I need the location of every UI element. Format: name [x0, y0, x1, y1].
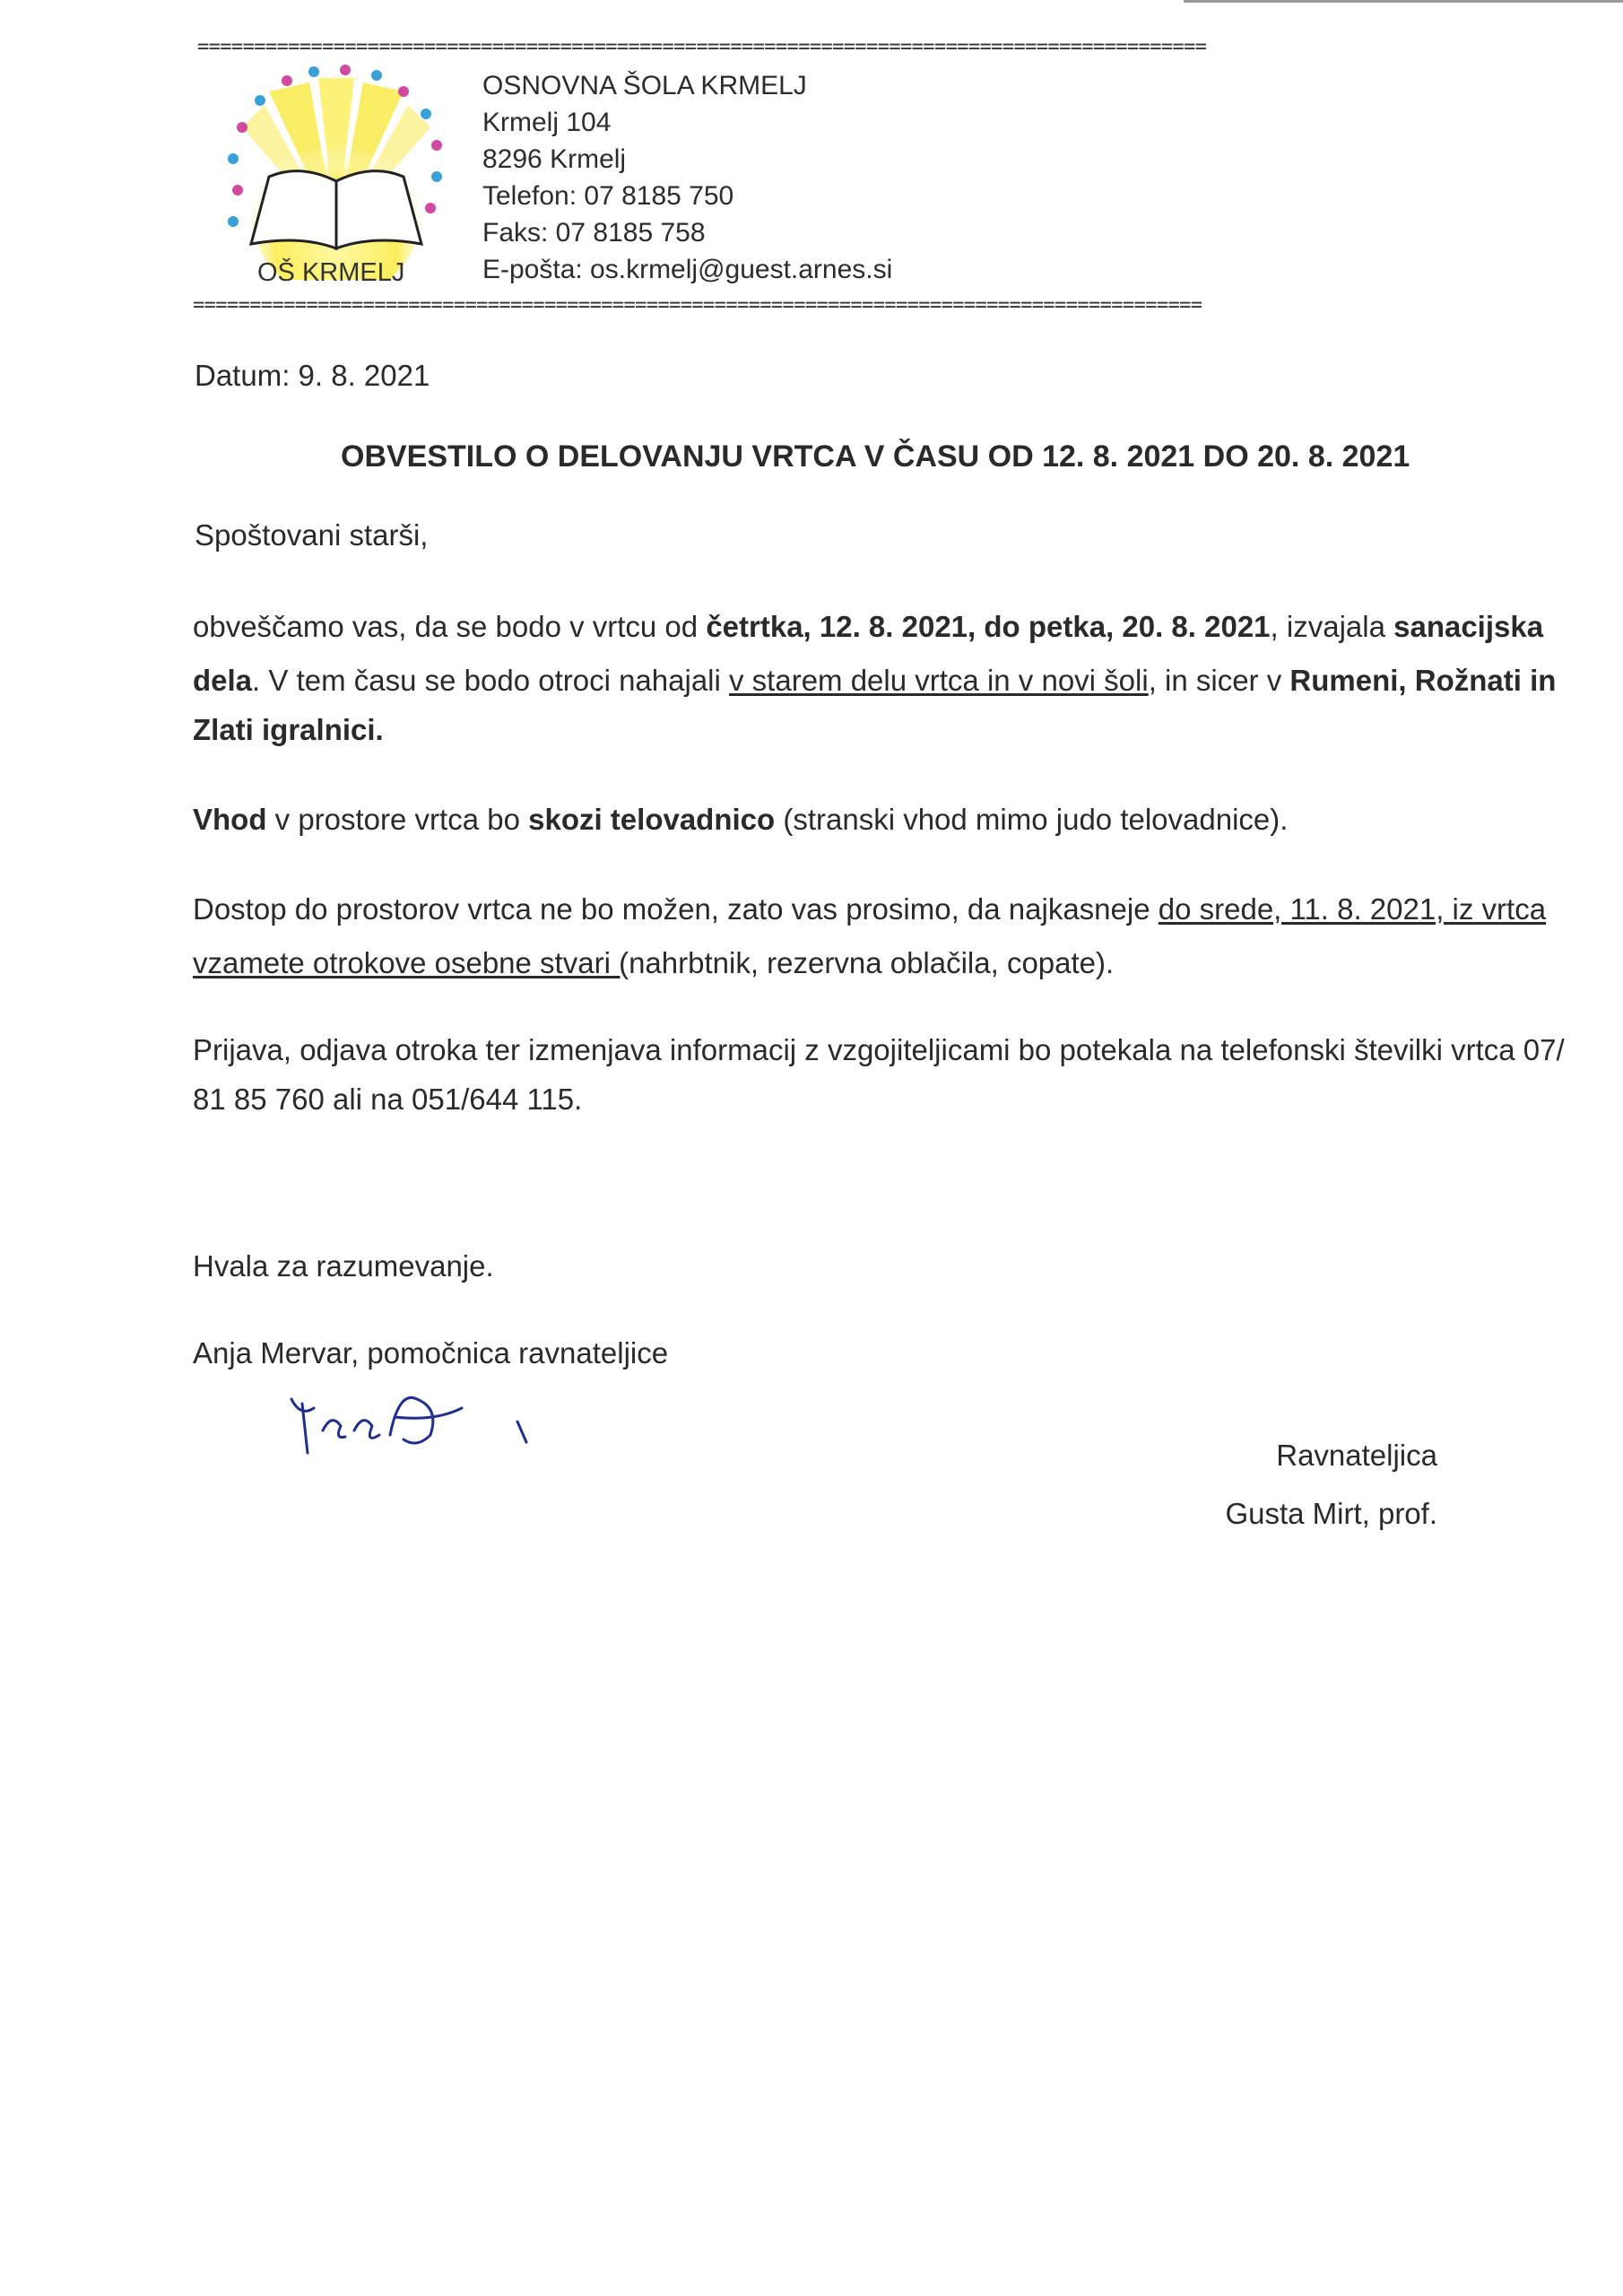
paragraph-4-line-1: Prijava, odjava otroka ter izmenjava informacij z vzgojiteljicami bo potekala na telefonski številki vrtca 07/ — [193, 1033, 1565, 1066]
header-rule-bottom: ========================================================================================= — [193, 296, 1202, 316]
paragraph-1-line-3: Zlati igralnici. — [193, 713, 384, 746]
principal-name: Gusta Mirt, prof. — [1225, 1497, 1437, 1530]
paragraph-4-line-2: 81 85 760 ali na 051/644 115. — [193, 1083, 583, 1116]
scan-edge-line — [1184, 0, 1623, 3]
school-postal: 8296 Krmelj — [482, 144, 627, 174]
school-contact-block — [482, 67, 892, 288]
salutation: Spoštovani starši, — [195, 518, 429, 552]
school-address: Krmelj 104 — [482, 108, 612, 137]
paragraph-3-line-1: Dostop do prostorov vrtca ne bo možen, zato vas prosimo, da najkasneje do srede, 11. 8. 2021, iz vrtca — [193, 892, 1547, 926]
school-name: OSNOVNA ŠOLA KRMELJ — [482, 71, 807, 100]
letter-title: OBVESTILO O DELOVANJU VRTCA V ČASU OD 12. 8. 2021 DO 20. 8. 2021 — [341, 439, 1410, 474]
school-phone: Telefon: 07 8185 750 — [482, 181, 734, 211]
paragraph-1-line-1: obveščamo vas, da se bodo v vrtcu od četrtka, 12. 8. 2021, do petka, 20. 8. 2021, izvajala sanacijska — [193, 610, 1544, 643]
principal-title: Ravnateljica — [1276, 1439, 1437, 1472]
header-rule-top: ========================================================================================= — [197, 38, 1207, 57]
thanks-line: Hvala za razumevanje. — [193, 1249, 494, 1283]
letter-date: Datum: 9. 8. 2021 — [195, 359, 430, 392]
principal-signature-block — [1225, 1426, 1437, 1543]
paragraph-3-line-2: vzamete otrokove osebne stvari (nahrbtnik, rezervna oblačila, copate). — [193, 946, 1115, 979]
paragraph-1-line-2: dela. V tem času se bodo otroci nahajali v starem delu vrtca in v novi šoli, in sicer v Rumeni, Rožnati in — [193, 664, 1557, 697]
assistant-signoff: Anja Mervar, pomočnica ravnateljice — [193, 1336, 669, 1370]
handwritten-signature — [282, 1363, 542, 1471]
logo-caption: OŠ KRMELJ — [257, 258, 405, 287]
school-email: E-pošta: os.krmelj@guest.arnes.si — [482, 255, 893, 284]
school-logo — [202, 56, 471, 280]
school-fax: Faks: 07 8185 758 — [482, 218, 706, 248]
paragraph-2: Vhod v prostore vrtca bo skozi telovadnico (stranski vhod mimo judo telovadnice). — [193, 803, 1289, 836]
open-book-icon — [251, 171, 421, 248]
